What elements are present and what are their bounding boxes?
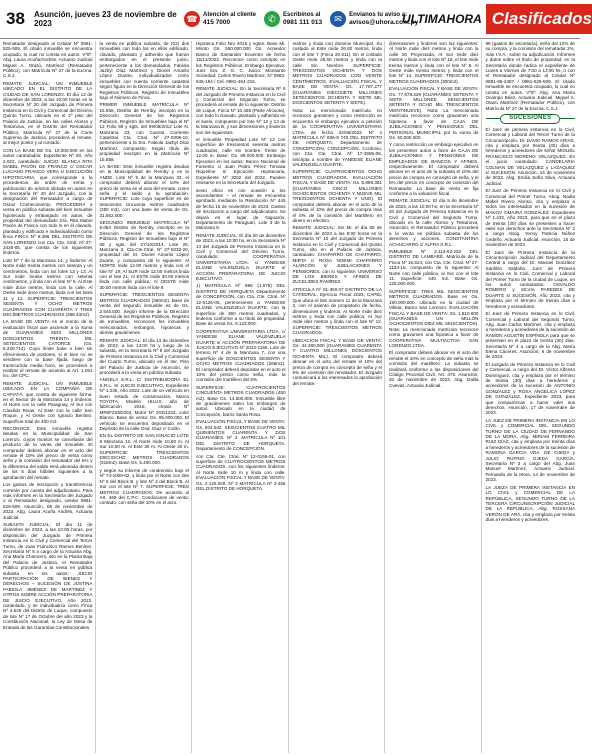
classified-notice: ATRICULA Nº 01-350.07 DISTRITO DE LA CATEDRAL, Ejercicio Fiscal 2023, CAPEL Que ubica el lote número 11 de la Manzana 3, con el asiento de propietario de fecha, dimensiones y linderos: Al Norte mide diez metros y linda con calle pública, Al Sur mide diez metros y linda con el lote Nº 12. SUPERFICIE: TRESCIENTOS METROS CUADRADOS. bbox=[292, 286, 382, 336]
column-5 bbox=[389, 41, 482, 753]
section-brand bbox=[402, 4, 592, 34]
date-line: Asunción, jueves 23 de noviembre de 2023 bbox=[34, 10, 177, 28]
brand-name: ULTIMAHORA bbox=[402, 12, 482, 26]
classified-notice: LA BASE DE VENTA es el monto de la evaluación fiscal que asciende a la suma de GUARANÍES SEIS MILLONES DOSCIENTOS TREINTA MIL SETECIENTOS CATORCE (Gs. 6.230.714). Cuyo límite base o bien sin ofrecimiento de postores, si el bien no se vendiere con la base fijada, luego de transcurrida media hora, se procederá a realizar el remate de acuerdo al Art. 1.091 inc. del CPC. bbox=[3, 319, 93, 379]
classified-notice: PRIMER INMUEBLE MATRÍCULA Nº 15.858, Distrito de Remby, inscripto en la Dirección General de los Registros Públicos, Registro de Inmuebles bajo el Nº 12 Folio 69 y sgts. del 09/08/2012 Lote N. Manzana 33, con Cuenta Corriente Catastral Cta. Ctral. Nº 27-0308-10, perteneciente a la Sra. Fabiola Jazbyl Díaz Martínez, compuesto. Según título de propiedad inscripto en la Matrícula Nº 15.858. bbox=[99, 102, 189, 162]
column-3 bbox=[196, 41, 289, 753]
classified-notice: EVALUACIÓN FISCAL Y BASE DE VENTA: Gs. 604.542. SEISCIENTOS CUATRO MIL QUINIENTOS CUARENTA Y DOS GUARANÍES. Nº 2. MATRÍCULA Nº 101 DEL DISTRITO DE HORQUETA. Departamento de CONCEPCIÓN. bbox=[196, 419, 286, 452]
whatsapp-label: Escribinos al bbox=[283, 11, 321, 18]
classified-notice: REMATE JUDICIAL: El día 20 de diciembre de 2023, a las 10:00 hs, en la Secretaría Nº 14 del Juzgado de Primera Instancia en lo Civil y Comercial del Décimo Turno, caratulado: COOPERATIVA UNIVERSITARIA LTDA. c/ YANEESE ELIANE VALENZUELA DUARTE s/ ACCIÓN PREPARATORIA DE JUICIO EJECUTIVO. bbox=[196, 232, 286, 282]
email-icon: ✉ bbox=[330, 11, 346, 27]
classified-notice: dimensiones y linderos son los siguientes: Al Norte mide diez metros y linda con la calle 20 Proyectada, Al Sur mide diez metros y linda con el lote Nº 16; el lote mide treinta metros y linda con el lote Nº 8. Al Oeste mide treinta metros y linda con el lote Nº 14. SUPERFICIE: TRESCIENTOS METROS CUADRADOS (300m2). bbox=[389, 41, 479, 84]
classified-notice: El Juez de Primera Instancia en lo Civil y Comercial del Primer Turno, Abog. Nadia Mabel Rivero Alonso, cita y emplaza a todos los interesados en la sucesión de MAKOV OMAIRA GONZÁLEZ: Expediente Nº 1.432, Año 2023, para que en el plazo de treinta (30) días se presenten a hacer valer sus derechos ante la Secretaría Nº 2 a cargo Abog. Yenny Patricia Núñez Cedeño, Actuaria Judicial. Asunción, 16 de noviembre de 2023. bbox=[485, 188, 575, 248]
column-2 bbox=[100, 41, 193, 753]
classified-notice: Los gastos de inscripción y transferencia correrán por cuenta del adjudicatario. Para más informes en la Secretaría del Juzgado o al Rematador designado, celular 0981-525-509. Asunción, 08 de noviembre de 2023. Abg. Laura Acuña Andrés, Actuaria Judicial. bbox=[3, 482, 93, 520]
phone-number: 415 7000 bbox=[203, 18, 231, 26]
phone-icon: ☎ bbox=[184, 11, 200, 27]
classified-notice: Hipoteca Folio Nro 4016 y sgtes. Base Mi. Monto Gs. 550.000.000 Gs. Acreedor Banco de Santander Ecuentro de fecha 15/12/2022. Reconoce como inscripto en los Registros Públicos. Embargo Ejecutivo: Juez Sra. Z. G. C. Juicio: Monsanto Sociedad: Carlos Rivero Martínez. Nº 0983-545-154 / Cel. 0981-454-215. bbox=[196, 41, 286, 84]
column-6 bbox=[486, 41, 578, 753]
classified-notice: y según su informe de condominio bajo el Nº 74-1009-02, y linda por el Norte con lote Nº 5 del Block B. y lote Nº 3 del Block B. Al Sur con el lote Nº 7. SUPERFICIE: TRES METROS CUADRADOS. De acuerdo al Art. 469 del C.P.C. Condiciones de venta: contado, con seña del 10% en el acto. bbox=[99, 467, 189, 506]
email-label: Envianos tu aviso a: bbox=[349, 11, 408, 18]
classified-notice: El Juez de Primera Instancia de la Circunscripción Judicial del Departamento Central a cargo del Dr. Manuel González Sanfilón Saldaña, Juez de Primera Instancia en lo Civil, Comercial y Laboral del Primer Turno de la ciudad de Luque, en los autos caratulados: OSVALDO ROMERO y SILVIA PAREDES DE DUARTE s/ SUCESIÓN, Año 2023, cita y emplaza por el término de treinta días a herederos y acreedores. bbox=[485, 249, 575, 309]
classified-notice: SUBASTA JUDICIAL: El día 11 de diciembre de 2023, a las 10:00 horas, por disposición del Juzgado de Primera Instancia en lo Civil y Comercial del Tercer Turno, de Juan Francisco Ramos Benítez, Secretaría Nº 5 a cargo de la Actuaria Abg. Ana María Chamorro, sito en la Planta Baja del Palacio de Justicia, el Rematador Público procederá a la venta en pública subasta en los autos: JUICIO PARTICIPACIÓN DE BIENES Y DERECHOS – SUCESIÓN DE JUSTINA FABIOLA JIMÉNEZ DE MARTÍNEZ Y OTROS SOBRE ACCIÓN PREPARATORIA DE JUICIO EJECUTIVO, Año 2022, caratulado, y se individualiza como Finca Nº 4.526 del Distrito de Luque, compuesto de lote Nº 17 de Octubre del año 2023 y la Constitución Nacional, la Ley de Mesa de Entrada de las Garantías Constitucionales. bbox=[3, 521, 93, 630]
section-name: Clasificados bbox=[486, 4, 592, 34]
classified-notice: metros y linda con dominio Municipal. Su costado al Este mide 26,60 metros, linda con el lote 7 (Finca 20.911). En el costado Oeste mide 26,60 metros y linda con la calle Sin Nombre. SUPERFICIE: TRESCIENTOS OCHENTA Y DOS METROS CUADRADOS CON VEINTE CENTÍMETROS. EVALUACIÓN FISCAL Y BASE DE VENTA: Gs. 17.787.277 (GUARANÍES DIECISIETE MILLONES SETECIENTOS OCHENTA Y SIETE MIL DOSCIENTOS SETENTA Y SIETE). bbox=[292, 41, 382, 106]
classified-notice: COOPERATIVA UNIVERSITARIA LTDA. c/ YANEESE ELIANE VALENZUELA DUARTE s/ ACCIÓN PREPARATORIA DE JUICIO EJECUTIVO Nº 2022-1155, Lote de terreno Nº 4 de la Manzana 7, con una superficie de DOSCIENTOS SESENTA Y OCHO METROS CUADRADOS (268m2). El comprador deberá depositar en el acto el 10% del precio como seña, más la comisión del martillero del 5%. bbox=[196, 328, 286, 383]
classified-notice: REMATE JUDICIAL: El día 13 de diciembre de 2023, a las 14:00 hs y luego de la subasta, en la Secretaría Nº 8 del Juzgado de Primera Instancia en lo Civil y Comercial del Cuarto Turno, ubicado en el 3er. Piso del Palacio de Justicia de Asunción, se procederá a la venta en pública subasta. bbox=[99, 337, 189, 375]
classified-notice: LA JUEZ DE PRIMERA INSTANCIA EN LO CIVIL y COMERCIAL DEL SEGUNDO TURNO DE LA CIUDAD DE FERNANDO DE LA MORA, Abg. MIRIAM FERREIRA RUIZ DÍAZ, cita y emplaza por treinta días a herederos y acreedores de la sucesión de RAMONA GARCÍA VDA. DE OJEDA y JULIO RUFINO OJEDA GARCÍA. Secretaría Nº 3 a cargo del Abg. Juan Manuel Martínez, Actuario Judicial. Fernando de la Mora, 14 de noviembre de 2023. bbox=[485, 417, 575, 483]
classified-notice: EVALUACIÓN FISCAL Y BASE DE VENTA: Gs. 77.678.329 (GUARANÍES SETENTA Y SIETE MILLONES SEISCIENTOS SETENTA Y OCHO MIL TRESCIENTOS VEINTINUEVE). Nota: La mencionada matrícula reconoce como gravamen una hipoteca a favor de CAJA DE JUBILACIONES Y PENSIONES DEL PERSONAL MUNICIPAL por la suma de Gs. 50.000.000. bbox=[389, 86, 479, 140]
page-number: 38 bbox=[6, 9, 25, 28]
page-header bbox=[0, 0, 592, 39]
whatsapp-contact bbox=[264, 11, 322, 27]
section-title: SUCESIONES bbox=[500, 114, 560, 123]
classified-notice: El Juez de primera instancia en lo Civil, Comercial y Laboral del Tercer Turno de la Circunscripción, Dr. DAVID RAMOS ARIAS, cita y emplaza por treinta (30) días a herederos y acreedores del señor MIGUEL FRANCISCO MORENO VELAZQUEZ. En el juicio caratulado: CANDELARIA COLMAN DE VELAZQUEZ y LAZAQUEZ s/ SUCESIÓN. Asunción, 14 de noviembre de 2023. Abg. Emilia Sofía Silva, Actuaria Judicial. bbox=[485, 126, 575, 186]
classified-notice: con Cta. Cte. Ctral. Nº 12-0156-01, con superficie de CUATROCIENTOS METROS CUADRADOS, con los siguientes linderos: Al Norte mide 10 m y linda con calle. EVALUACIÓN FISCAL Y BASE DE VENTA: Gs. 2.125.000. Nº 3 MATRÍCULA Nº 3.456 DEL DISTRITO DE HORQUETA. bbox=[196, 453, 286, 492]
classified-notice: sexto oficio es con ocasión a los ascendientes – el remate se encuentra aprobado mediante la Resolución Nº 445 de fecha 15 de noviembre de 2023. Gastos de inscripción a cargo del adjudicatario. Se dejará en el lugar de Yaguarón, Departamento de Paraguarí, Lote 3 de la Manzana 9. bbox=[196, 187, 286, 231]
classified-notice: Y como restricción un embargo ejecutivo en los presentes autos a favor de CAJA DE JUBILACIONES Y PENSIONES DE EMPLEADOS DE BANCOS Y AFINES, respectivamente. El comprador deberá abonar en el acto de la subasta el 10% del precio de compra en concepto de seña, y el 5% del precio en concepto de comisión del Rematador. La base de venta se fija conforme a la valuación fiscal. bbox=[389, 142, 479, 196]
classified-notice: Rematador designado al Celular Nº 0981-525-509. El citado inmueble se encuentra ocupado, lo cual no consta en autos. Vº8º: Abg. Laura Acuña/Andrés, Actuario Judicial Miguel A. Otazú, Martínez (Rematador Público), con Matrícula Nº 27 de la Excma. C.S.J. bbox=[3, 41, 93, 79]
phone-label: Atención al cliente bbox=[203, 11, 257, 18]
classified-notice: EN EL DISTRITO DE SAN IGNACIO LOTE 8 Manzana 12. Al Norte mide 10.60 m. Al Sur 10.60 m. Al Este 30 m. Al Oeste 30 m. SUPERFICIE: TRESCIENTOS DIECIOCHO METROS CUADRADOS (318m2). Base Gs. 5.400.000. bbox=[99, 433, 189, 466]
classified-notice: 98 (gastos de secretaría), seña del 10% de su compra, y la comisión del rematador 2%, más I.V.A., sobre su adjudicación. Informes y datos sobre el título de propiedad, en la Secretaría donde radica el expediente de Lunes a Viernes de 7:00 a 13:00 hs, o con el Rematador designado al Celular Nº 0981-96-2487 / 0981-525-509. El citado inmueble se encuentra ocupado, lo cual no consta en autos. Vº8º: Abg. Ana María Ocampo Báez, Actuaria Judicial. Miguel A. Otazú Martínez (Rematador Público), con Matrícula Nº 27 de la Excma. C.S.J. bbox=[485, 41, 575, 111]
classified-notice: 1) MATRÍCULA Nº 886 (1.576) DEL DISTRITO DE HORQUETA Departamento de CONCEPCIÓN, con Cta. Cte. Ctral. Nº 12-0126-05, perteneciente a YANEESE ELIANE VALENZUELA DUARTE, con la superficie de 360 metros cuadrados, y linderos conforme a su título de propiedad. Base de venta Gs. 9.123.000. bbox=[196, 283, 286, 327]
classified-notice: SUPERFICIE: TRES MIL SEISCIENTOS METROS CUADRADOS. Base en Gs. 190.000.000. Ubicado en la ciudad de Villeta, Barrio San Lorenzo. EVALUACIÓN FISCAL Y BASE DE VENTA: Gs. 1.810.600 (GUARANÍES UN MILLÓN OCHOCIENTOS DIEZ MIL SEISCIENTOS). Nota: La mencionada matrícula reconoce como gravamen una hipoteca a favor de COOPERATIVA MULTIACTIVA SAN LORENZO LTDA. bbox=[389, 288, 479, 348]
classified-notice: UBICACIÓN FISCAL Y BASE DE VENTA: Gs. 44.280.000 (GUARANÍES CUARENTA Y CUATRO MILLONES DOSCIENTOS OCHENTA MIL). El comprador deberá abonar en el acto del remate el 10% del precio de compra en concepto de seña y el 5% de comisión del rematador. El Juzgado comunicará a los interesados la aprobación del remate. bbox=[292, 337, 382, 386]
classified-notice: SEGUNDO INMUEBLE MATRÍCULA Nº 8.084 Distrito de Ñemby, inscripto en la Dirección General de los Registros Públicos, Registro de Inmuebles bajo el Nº 69 y sgts. del 27/10/2014, Lote 20, Manzana 2, Cta.Cte.Ctral. Nº 27-0332-20, propiedad del Sr. Dionel Amarilo López Duarte, y compuesto de lo siguiente: Al NORTE mide 12.00 metros y linda con el lote Nº 19; Al SUR mide 12.00 metros linda con el lote 21; Al ESTE mide 30.00 metros linda con calle pública; Al OESTE mide 30.00 metros linda con el lote 9. bbox=[99, 220, 189, 290]
classified-notice: El Juzgado de Primera Instancia en lo Civil y Comercial, a cargo del Dr. Víctor Alfonso Domínguez, cita y emplaza por el término de treinta (30) días a herederos y acreedores de la sucesión de ANTONIO GONZÁLEZ y ROSA ANGÉLICA LÓPEZ DE GONZÁLEZ, Expediente 2023, para que comparezcan a hacer valer sus derechos. Asunción, 17 de noviembre de 2023. bbox=[485, 361, 575, 416]
classified-notice: REMATE JUDICIAL: Sin Mi. el día 05 de diciembre de 2023 a las 9:00 horas en la Secretaría Nº 10 del Juzgado de Primera Instancia en lo Civil y Comercial del Quinto Turno, sito en el Palacio de Justicia, caratulado: CHAPARRO DE CHAPARRO, MIRTA c/ ROSA NOEMI CHAPARRO ALARCÓN s/ JUBILACIONES Y PENSIONES, con lo siguiente: UNIVERSO DE LOS BIENES Y AFINES DE ZUCELIDES RAMÍREZ. bbox=[292, 225, 382, 285]
whatsapp-icon: ✆ bbox=[264, 11, 280, 27]
column-4 bbox=[293, 41, 386, 753]
classified-notice: El comprador deberá abonar en el acto del remate el 10% en concepto de seña más la comisión del martillero. La subasta se realizará conforme a las disposiciones del Código Procesal Civil, Art. 476. Asunción, 20 de noviembre de 2023. Abg. Dalila Cuevas, Actuaria Judicial. bbox=[389, 350, 479, 388]
column-1 bbox=[3, 41, 96, 753]
classified-notice: el inmueble Propiedad Lote Nº 12 con superficie de trescientos sesenta metros cuadrados, calle sin nombre, frente de 12.00 m. Base: Gs. 89.000.000. Embargo Ejecutivo en los autos: Banco Nacional de Fomento c/ Juan Pedro Pérez Tomasa Riquelme s/ Ejecución Hipotecaria, Expediente Nº 3002 del 2022. Pueden revisarse en la Secretaría del Juzgado. bbox=[196, 136, 286, 186]
classified-notice: Lote Nº 7 de la Manzana 14, y linderos: Al Norte mide treinta metros con setenta y un centímetros, linda con los lotes 13 y 13. Al Sur mide treinta metros con setenta centímetros, y linda con el lote Nº 6. Al Este mide doce metros, linda con la calle. Al Oeste mide doce metros, linda con los lotes 11 y 12. SUPERFICIE: TRESCIENTOS SESENTA Y OCHO METROS CUADRADOS CON CUARENTA Y TRES DECÍMETROS CUADRADOS (368.43m2). bbox=[3, 257, 93, 317]
email-address: avisos@uhora.com.py bbox=[349, 18, 419, 26]
classified-notice: SUPERFICIE: CUATROCIENTOS CINCUENTA METROS CUADRADOS (450 m2). Base Gs. 14.500.000. Inmueble libre de gravámenes salvo los embargos de autos. Ubicado en la ciudad de Concepción, barrio Santa Rosa. bbox=[196, 384, 286, 417]
classified-notice: REMATE JUDICIAL: UN INMUEBLE UBICADO EN LA COMPAÑÍA DE CAPIATÁ, que consta de siguiente forma: en el Sector de la Manzana 14 y linderos: Al Norte con la calle Paraguay, Al Sur con Cándido Rivas, Al Este con la calle San Roque, y Al Oeste con Ignacio Benítez. Superficie total de 400 m2. bbox=[3, 380, 93, 424]
classified-notice: REMATE JUDICIAL: El día 5 de diciembre de 2023, a las 10:00 hs, en la Secretaría Nº 20 del Juzgado de Primera Instancia en lo Civil y Comercial del Segundo Turno, ubicado en la calle Alonso y Testanova, Asunción, el Rematador Público procederá a la venta en pública subasta de los derechos y acciones. CONSTANTINA ACHUCARRO c/ ALFRA S.R.L. bbox=[389, 198, 479, 247]
whatsapp-number: 0981 111 013 bbox=[283, 18, 323, 26]
classified-notice: El Juez de Primera Instancia en lo Civil, Comercial y Laboral del Segundo Turno, Abg. Juan Carlos Martínez, cita y emplaza a herederos y acreedores de la sucesión de RAMÓN AGUSTÍN ESPÍNOLA para que se presenten en el plazo de treinta (30) días. Secretaría Nº 4 a cargo de la Abg. María Elena Cáceres. Asunción, 6 de noviembre de 2023. bbox=[485, 311, 575, 360]
classified-notice: la venta en pública subasta, de (02) dos inmuebles con todo los en ellos edificado, clavado, plantado y adherido que fueran embargados en el presente juicio, perteneciente a los demandados, Fabiola Jazbyl Díaz Martínez y Dionel Amarilo López Duarte, individualizados como inmuebles con cuenta corriente catastral según figura en la Dirección General de los Registros Públicos, Registro de Inmuebles bajo el Número de Finca. bbox=[99, 41, 189, 101]
classified-notice: REMATE JUDICIAL: UN INMUEBLE UBICADO EN EL DISTRITO DE LA CIUDAD DE SAN LORENZO. El día 13 de diciembre de 2023, a las 10:00 horas en la Secretaría Nº 20 del Juzgado de Primera Instancia en lo Civil y Comercial del Décimo Quinto Turno, ubicado en el 2º piso del Palacio de Justicia, en las calles Alonso y Testanova, en el Distrito del Rematador Público, Matrícula Nº 27 de la Corte Suprema de Justicia, procederá al remate, al mejor postor y al contado. bbox=[3, 80, 93, 146]
classifieds-columns bbox=[3, 41, 577, 753]
classified-notice: LA JUEZA DE PRIMERA INSTANCIA EN LO CIVIL y COMERCIAL DE LA REPÚBLICA, SEGUNDO TURNO DE LA TERCERA CIRCUNSCRIPCIÓN JUDICIAL DE LA REPÚBLICA, Abg. ROSSANA VERÓN DE ARÁ, cita y emplaza por treinta días a herederos y acreedores. bbox=[485, 484, 575, 523]
classified-notice: SUPERFICIE: CUATROCIENTOS OCHO METROS CUADRADOS. EVALUACIÓN FISCAL Y BASE DE VENTA: Gs. 5.889.381 (GUARANÍES CINCO MILLONES OCHOCIENTOS OCHENTA Y NUEVE MIL TRESCIENTOS OCHENTA Y UNO). El comprador deberá abonar en el acto de la subasta el 10% del precio de compra más el 5% de la comisión del Martillero en dinero en efectivo. bbox=[292, 169, 382, 223]
section-header bbox=[486, 114, 576, 123]
phone-contact bbox=[184, 11, 256, 27]
section-rule-left bbox=[486, 118, 501, 119]
classified-notice: Nota: La mencionada matrícula no reconoce gravamen y como restricción se encuentra el embargo ejecutivo a petición de la COOPERATIVA UNIVERSITARIA LTDA. de fecha 22/06/2022. Nº 4 MATRÍCULA Nº 806-9 740 DEL DISTRITO DE HORQUETA, Departamento de CONCEPCIÓN, CONCEPCIÓN, Ccrdonio, con Cta. Cte. Ctral. Nº 17-3995-05, inscripta a nombre de YANEESE ELIANE VALENZUELA DUARTE. bbox=[292, 107, 382, 167]
classified-notice: SUPERFICIE: TRESCIENTOS SESENTA METROS CUADRADOS (360m2). Base de venta del segundo inmueble es de Gs. 2.545.500. Según informe de la Dirección General de los Registros Públicos, Registro de Inmuebles, reconocen los inmuebles mencionados, embargos, hipotecas y demás gravámenes. bbox=[99, 292, 189, 336]
classified-notice: CON LA BASE DE Gs. 16.000.000 en los autos caratulados: Expediente Nº 50, Año 2.022, caratulado: JUICIO: BLANCA RITA MABEL PAVÓN DE FRANCO c/ OSCAR LUCIANO FRANCO VERA s/ EJECUCIÓN HIPOTECARIA, que corresponde a la procedencia de orden de venta y publicación de edictos dictada en autos en la Secretaría Nº 20 del Juzgado, con la designación del Rematador a cargo de Oscar Conhecimiento, PROCEDERÁ a venta en pública subasta del bien inmueble hipotecado y embargado en autos, de propiedad del demandado Sra. Rita Mabel Pavón de Franco con todo lo en él clavado, plantado y edificado e individualizado como finca FINCA Nº 8.396 DEL DISTRITO DE SAN LORENZO con Cta. Cte. Ctral. Nº 27-3426-05, que consta de los siguientes linderos. bbox=[3, 147, 93, 256]
classified-notice: ANGELA S.R.L. C/ DISTRIBUIDORA EL S.R.L. S/ JUICIO EJECUTIVO, Expediente Nº 1.235, Año 2022. Lote de un vehículo en buen estado de conservación, Marca TOYOTA, Modelo HILUX, año de fabricación 2018, chasis Nº MR0FZ29G002, Motor Nº 2GD1234, color Blanco. Base de venta: Gs. 95.000.000. El vehículo se encuentra depositado en el Depósito de la calle Gral. Díaz c/ Colón. bbox=[99, 377, 189, 432]
classified-notice: INMUEBLE Nº 2.113-63-252 DEL DISTRITO DE LAMBARÉ, Matrícula de la Finca Nº 16.524, con Cta. Cte. Ctral. Nº 27-1133-15, compuesto de lo siguiente: Al Norte con calle pública, al Sur con el lote 11. Superficie: 440 m2. Base Gs. 125.000.000. bbox=[389, 249, 479, 287]
section-rule-right bbox=[560, 118, 575, 119]
classified-notice: REMATE JUDICIAL: En la Secretaría Nº 5 del Juzgado de Primera Instancia en lo Civil y Comercial del Segundo Turno, se procederá al remate de lo siguiente: Distrito de Luque, Finca Nº 10.455 (Parte Alícuota), con todo lo clavado, plantado y adherido en el suelo, compuesto por lote Nº 12 y 13 de la Manzana B, y sus dimensiones y linderos son los siguientes. bbox=[196, 86, 286, 135]
classified-notice: LA BASE: Este inmueble registra deudas en la Municipalidad de Remby y en la ANDE. Lote Nº 5 de la Manzana 33, el comprador deberá abonar el 10% del precio de venta en el acto del remate, como seña y el saldo a la aprobación. SUPERFICIE: Lote cuya superficie es de trescientos cincuenta metros cuadrados (350 m2), con una base de venta de Gs. 31.562.000. bbox=[99, 163, 189, 218]
classified-notice: RECONOCE: Este inmueble registra deudas en la Municipalidad de San Lorenzo, cuyos montos se cancelarán del producto de la venta del inmueble. El comprador deberá abonar en el acto del remate el 10% del precio de venta como seña y la comisión del rematador del 5% y la diferencia del saldo será abonada dentro de los 5 días hábiles siguientes a la aprobación del remate. bbox=[3, 426, 93, 480]
